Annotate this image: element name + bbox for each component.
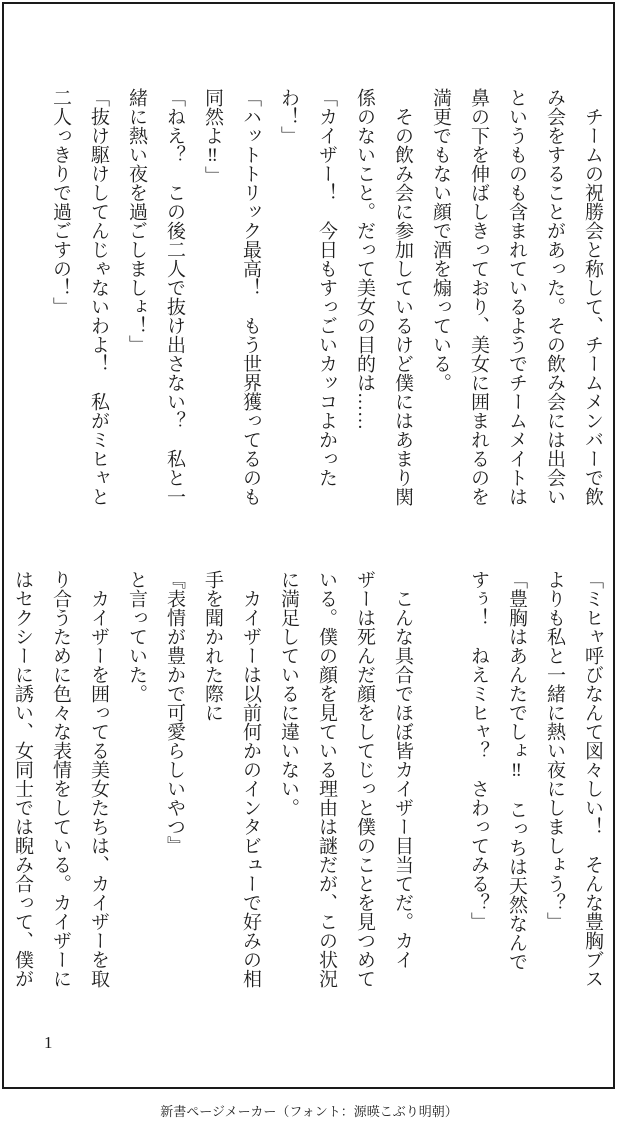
text-column: というものも含まれているようでチームメイトは [506,88,527,506]
text-column: 「ハットトリック最高！ もう世界獲ってるのも [240,88,261,506]
text-column: こんな具合でほぼ皆カイザー目当てだ。カイ [392,570,413,969]
text-column: カイザーは以前何かのインタビューで好みの相 [240,570,261,988]
text-column: はセクシーに誘い、女同士では睨み合って、僕が [12,570,33,988]
text-band-bottom [13,570,602,988]
text-column: いる。僕の顔を見ている理由は謎だが、この状況 [316,570,337,988]
text-column: 『表情が豊かで可愛らしいやつ』 [164,570,185,855]
text-column: その飲み会に参加しているけど僕にはあまり関 [392,88,413,506]
text-column: カイザーを囲ってる美女たちは、カイザーを取 [88,570,109,988]
text-column: み会をすることがあった。その飲み会には出会い [544,88,565,506]
text-column: 同然よ‼」 [202,88,223,185]
footer-caption: 新書ページメーカー（フォント：源暎こぶり明朝） [160,1104,458,1119]
text-column: すぅ！ ねえミヒャ？ さわってみる？」 [468,570,489,931]
text-column: 「カイザー！ 今日もすっごいカッコよかった [316,88,337,487]
text-column [431,570,450,988]
text-column: チームの祝勝会と称して、チームメンバーで飲 [582,88,603,506]
page-number: 1 [44,1033,53,1052]
text-column: 係のないこと。だって美女の目的は…… [354,88,375,430]
text-column: り合うために色々な表情をしている。カイザーに [50,570,71,988]
text-column: 「豊胸はあんたでしょ‼ こっちは天然なんで [506,570,527,971]
text-column: よりも私と一緒に熱い夜にしましょう？」 [544,570,565,931]
text-column: 「ミヒャ呼びなんて図々しい！ そんな豊胸ブス [582,570,603,988]
text-column: 「抜け駆けしてんじゃないわよ！ 私がミヒャと [88,88,109,506]
text-column: ザーは死んだ顔をしてじっと僕のことを見つめて [354,570,375,988]
text-band-top [51,88,602,506]
text-column: 「ねえ？ この後二人で抜け出さない？ 私と一 [164,88,185,506]
text-column: 満更でもない顔で酒を煽っている。 [430,88,451,392]
text-column: 手を聞かれた際に [202,570,223,722]
text-column: に満足しているに違いない。 [278,570,299,817]
text-column: 二人っきりで過ごすの！」 [50,88,71,316]
text-column: わ！」 [278,88,299,145]
text-column: 鼻の下を伸ばしきっており、美女に囲まれるのを [468,88,489,506]
text-column: 緒に熱い夜を過ごしましょ！」 [126,88,147,354]
text-column: と言っていた。 [126,570,147,703]
